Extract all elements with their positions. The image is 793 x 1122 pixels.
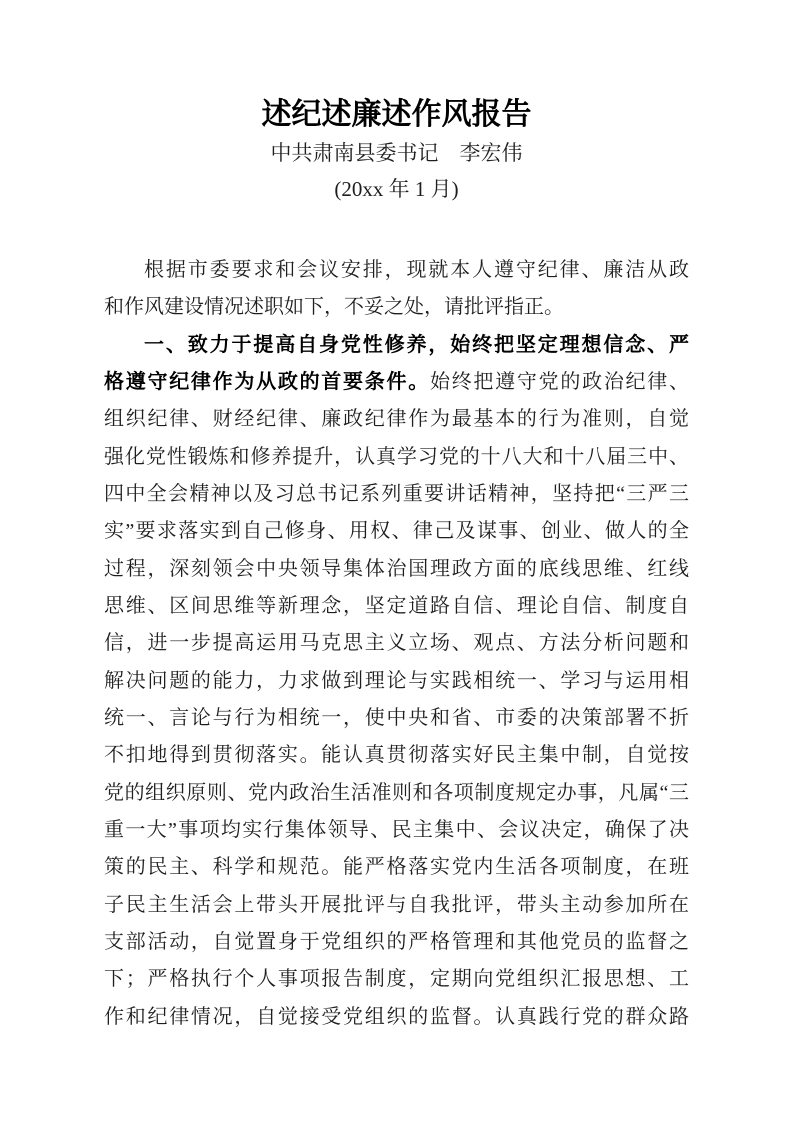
body-run: 始终把遵守党的政治纪律、 (429, 370, 690, 393)
body-line: 党的组织原则、党内政治生活准则和各项制度规定办事，凡属“三 (104, 781, 689, 804)
body-line: 策的民主、科学和规范。能严格落实党内生活各项制度，在班 (104, 856, 689, 879)
body-line: 下；严格执行个人事项报告制度，定期向党组织汇报思想、工 (104, 968, 689, 991)
body-line: 四中全会精神以及习总书记系列重要讲话精神，坚持把“三严三 (104, 482, 689, 505)
body-line: 根据市委要求和会议安排，现就本人遵守纪律、廉洁从政 (144, 259, 689, 281)
body-line: 过程，深刻领会中央领导集体治国理政方面的底线思维、红线 (104, 557, 689, 580)
body-line: 统一、言论与行为相统一，使中央和省、市委的决策部署不折 (104, 706, 689, 729)
body-line: 实”要求落实到自己修身、用权、律己及谋事、创业、做人的全 (104, 520, 689, 543)
body-line: 解决问题的能力，力求做到理论与实践相统一、学习与运用相 (104, 669, 689, 692)
body-line: 子民主生活会上带头开展批评与自我批评，带头主动参加所在 (104, 893, 689, 916)
doc-body (104, 252, 689, 1036)
doc-date-line: (20xx 年 1 月) (334, 177, 459, 201)
body-line: 支部活动，自觉置身于党组织的严格管理和其他党员的监督之 (104, 930, 689, 953)
doc-author-line: 中共肃南县委书记 李宏伟 (270, 141, 523, 165)
section-heading-line (104, 364, 689, 401)
body-line: 信，进一步提高运用马克思主义立场、观点、方法分析问题和 (104, 632, 689, 655)
doc-title: 述纪述廉述作风报告 (261, 98, 532, 131)
body-line: 组织纪律、财经纪律、廉政纪律作为最基本的行为准则，自觉 (104, 408, 689, 431)
body-line: 和作风建设情况述职如下，不妥之处，请批评指正。 (104, 296, 564, 319)
body-line: 不扣地得到贯彻落实。能认真贯彻落实好民主集中制，自觉按 (104, 744, 689, 767)
section-heading-line: 一、致力于提高自身党性修养，始终把坚定理想信念、严 (144, 333, 689, 356)
body-line: 思维、区间思维等新理念，坚定道路自信、理论自信、制度自 (104, 594, 689, 617)
section-heading-run: 格遵守纪律作为从政的首要条件。 (104, 370, 430, 393)
body-line: 强化党性锻炼和修养提升，认真学习党的十八大和十八届三中、 (104, 445, 689, 468)
body-line: 作和纪律情况，自觉接受党组织的监督。认真践行党的群众路 (104, 1005, 689, 1028)
body-line: 重一大”事项均实行集体领导、民主集中、会议决定，确保了决 (104, 818, 689, 841)
